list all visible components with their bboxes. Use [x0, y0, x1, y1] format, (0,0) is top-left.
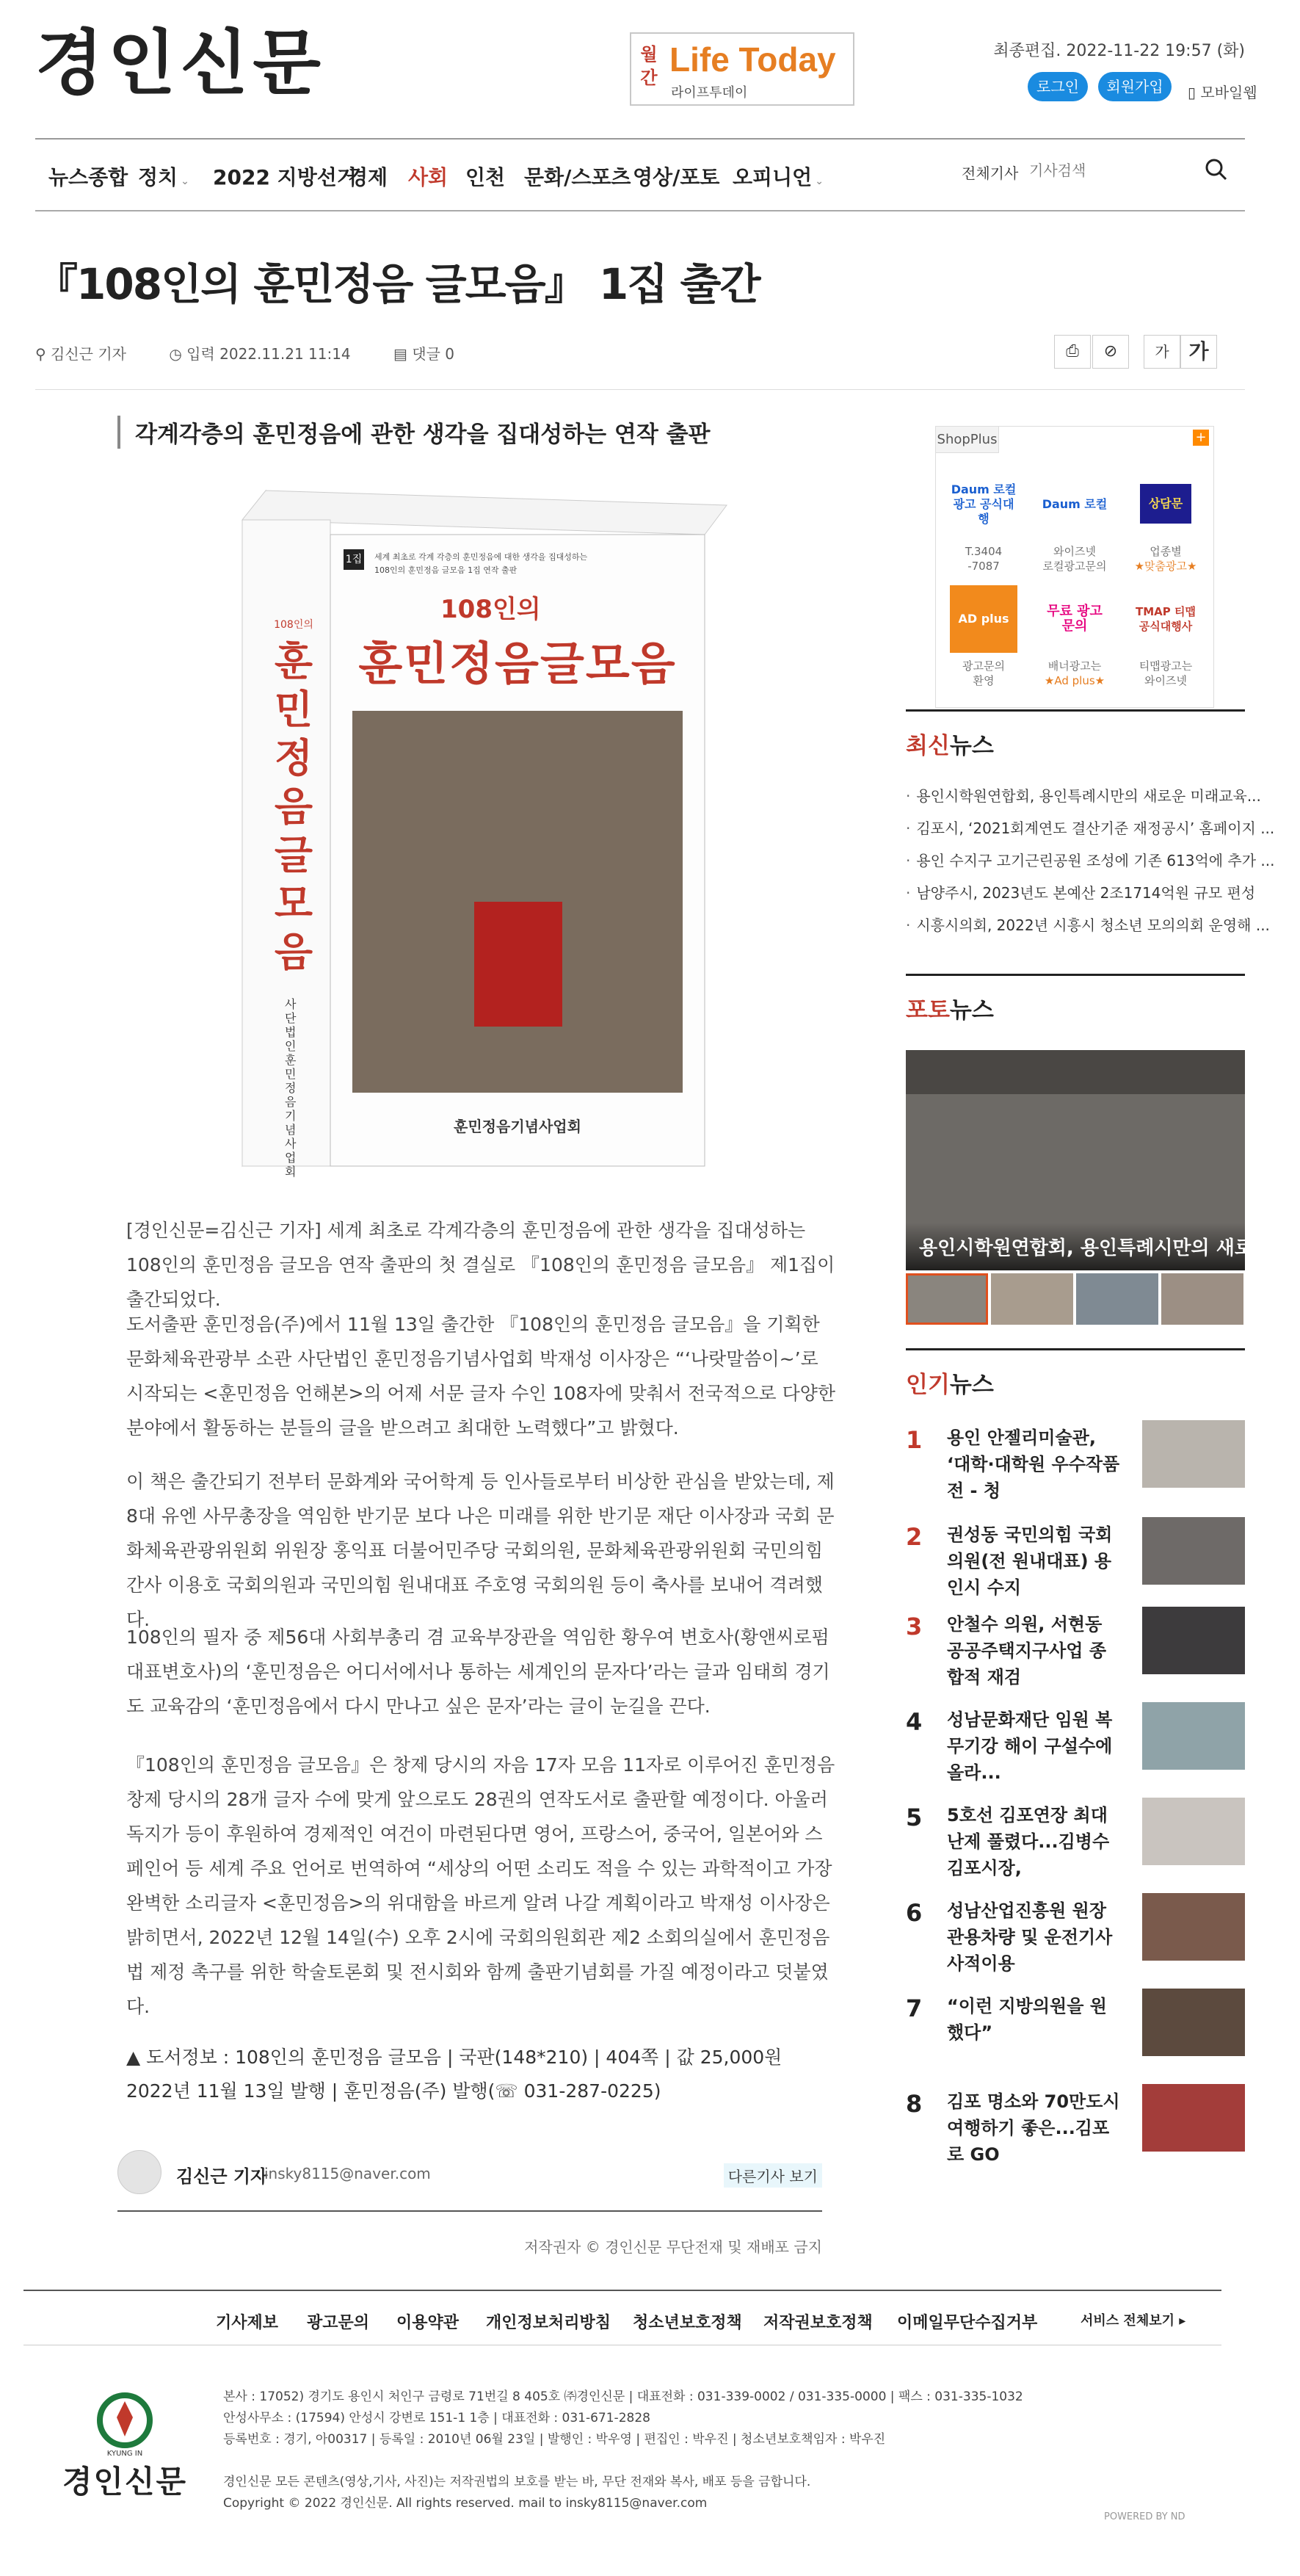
last-edited-date: 최종편집. 2022-11-22 19:57 (화) — [993, 42, 1245, 60]
chevron-down-icon: ⌄ — [181, 176, 189, 187]
shopplus-line: 티맵광고는 — [1139, 659, 1193, 673]
search-scope[interactable]: 전체기사 — [962, 164, 1019, 182]
photo-news-main[interactable] — [906, 1050, 1300, 1270]
more-articles-link[interactable]: 다른기사 보기 — [724, 2163, 822, 2188]
footer-info-spacer — [223, 2450, 1221, 2472]
footer-info-line: 안성사무소 : (17594) 안성시 강변로 151-1 1층 | 대표전화 : 031-671-2828 — [223, 2411, 650, 2425]
book-edition: 1집 — [344, 549, 364, 570]
article-author: ⚲ 김신근 기자 — [35, 345, 126, 363]
nav-item-society[interactable]: 사회 — [408, 165, 449, 189]
shopplus-line: -7087 — [967, 560, 1000, 573]
shopplus-line: 와이즈넷 — [1053, 545, 1096, 558]
book-info-line: 2022년 11월 13일 발행 | 훈민정음(주) 발행(☏ 031-287-0225) — [126, 2080, 661, 2102]
shopplus-line: 배너광고는 — [1047, 659, 1102, 673]
header-divider — [35, 138, 1245, 140]
photo-thumbnail[interactable] — [991, 1273, 1073, 1325]
link-icon: ⊘ — [1103, 342, 1118, 361]
popular-thumbnail — [1142, 1420, 1245, 1488]
footer-link-privacy[interactable]: 개인정보처리방침 — [486, 2314, 611, 2332]
footer-logo-small: KYUNG IN — [106, 2450, 143, 2458]
article-subheadline: 각계각층의 훈민정음에 관한 생각을 집대성하는 연작 출판 — [117, 416, 710, 449]
search-icon[interactable] — [1204, 157, 1229, 182]
login-button[interactable]: 로그인 — [1028, 72, 1088, 101]
nav-item-news[interactable]: 뉴스종합 — [48, 165, 128, 189]
ad-banner-month: 월간 — [640, 44, 658, 88]
popular-news-item[interactable] — [906, 1517, 1245, 1604]
book-main-title: 훈민정음글모음 — [358, 637, 677, 690]
popular-headline: 성남문화재단 임원 복무기강 해이 구설수에 올라... — [947, 1710, 1113, 1783]
nav-item-video[interactable]: 영상/포토 — [633, 165, 720, 189]
join-button[interactable]: 회원가입 — [1098, 72, 1172, 101]
popular-news-item[interactable] — [906, 1798, 1245, 1884]
nav-item-politics-label: 정치 — [138, 165, 178, 189]
nav-item-economy[interactable]: 경제 — [348, 165, 388, 189]
photo-news-title — [906, 991, 994, 1024]
popular-headline: 성남산업진흥원 원장 관용차량 및 운전기사 사적이용 — [947, 1900, 1113, 1974]
popular-rank: 7 — [906, 1994, 923, 2022]
popular-rank: 1 — [906, 1426, 923, 1454]
book-count-title: 108인의 — [440, 595, 541, 624]
site-logo[interactable]: 경인신문 — [35, 22, 325, 104]
photo-news-caption: 용인시학원연합회, 용인특례시만의 새로운 ... — [906, 1223, 1245, 1270]
plus-icon[interactable]: + — [1193, 430, 1209, 446]
latest-news-item[interactable]: · 용인시학원연합회, 용인특례시만의 새로운 미래교육... — [906, 784, 1245, 806]
nav-divider — [35, 210, 1245, 211]
article-comments[interactable]: ▤ 댓글 0 — [393, 345, 455, 363]
popular-rank: 3 — [906, 1613, 923, 1640]
popular-news-item[interactable] — [906, 1893, 1245, 1980]
shopplus-line: 와이즈넷 — [1144, 674, 1187, 687]
shopplus-item[interactable] — [1125, 585, 1206, 688]
footer-link-copyright[interactable]: 저작권보호정책 — [763, 2314, 873, 2332]
popular-news-item[interactable] — [906, 1989, 1245, 2075]
print-icon: ⎙ — [1066, 342, 1079, 361]
popular-rank: 2 — [906, 1523, 923, 1551]
shopplus-line: ★맞춤광고★ — [1134, 560, 1197, 573]
photo-backdrop — [906, 1050, 1245, 1094]
article-paragraph: 108인의 필자 중 제56대 사회부총리 겸 교육부장관을 역임한 황우여 변호사(황앤씨로펌 대표변호사)의 ‘훈민정음은 어디서에서나 통하는 세계인의 문자다’라는 글과 임태희 경기도 교육감의 ‘훈민정음에서 다시 만나고 싶은 문자’라는 글이 눈길을 끈다. — [126, 1627, 830, 1717]
popular-headline: 권성동 국민의힘 국회의원(전 원내대표) 용인시 수지 — [947, 1524, 1113, 1598]
footer-link-terms[interactable]: 이용약관 — [396, 2314, 460, 2332]
mobile-web-label: 모바일웹 — [1200, 84, 1257, 101]
popular-news-item[interactable] — [906, 1420, 1245, 1507]
powered-by: POWERED BY ND — [1104, 2511, 1185, 2522]
article-comments-count: 댓글 0 — [412, 345, 455, 363]
popular-rank: 8 — [906, 2090, 923, 2118]
shopplus-logo: 무료 광고 문의 — [1047, 604, 1103, 634]
book-top-text-2: 108인의 훈민정음 글모음 1집 연작 출판 — [374, 565, 518, 575]
shopplus-line: 광고문의 — [962, 659, 1005, 673]
footer-logo[interactable] — [51, 2388, 198, 2502]
article-meta — [35, 342, 493, 363]
article-date: ◷ 입력 2022.11.21 11:14 — [169, 345, 351, 363]
nav-item-opinion[interactable] — [733, 162, 824, 191]
article-copyright: 저작권자 © 경인신문 무단전재 및 재배포 금지 — [524, 2238, 822, 2256]
popular-thumbnail — [1142, 1607, 1245, 1674]
popular-rank: 4 — [906, 1708, 923, 1736]
photo-news-title-rest: 뉴스 — [949, 997, 994, 1024]
search-input[interactable] — [1029, 157, 1176, 184]
popular-news-item[interactable] — [906, 2084, 1245, 2171]
nav-item-election[interactable]: 2022 지방선거 — [213, 165, 357, 189]
shopplus-logo: TMAP 티맵 공식대행사 — [1136, 605, 1196, 633]
nav-item-politics[interactable] — [138, 162, 189, 191]
shopplus-tab[interactable]: ShopPlus — [936, 427, 999, 453]
shopplus-line: 환영 — [973, 674, 995, 687]
article-author-name: 김신근 기자 — [51, 345, 126, 363]
article-paragraph: [경인신문=김신근 기자] 세계 최초로 각계각층의 훈민정음에 관한 생각을 집대성하는 108인의 훈민정음 글모음 연작 출판의 첫 결실로 『108인의 훈민정음 글모음』 제1집이 출간되었다. — [126, 1220, 835, 1310]
mobile-icon: ▯ — [1188, 84, 1196, 101]
article-head-divider — [35, 389, 1245, 390]
footer-info-line: 본사 : 17052) 경기도 용인시 처인구 금령로 71번길 8 405호 ㈜경인신문 | 대표전화 : 031-339-0002 / 031-335-0000 | 팩스 : 031-335-1032 — [223, 2389, 1023, 2404]
popular-thumbnail — [1142, 1702, 1245, 1770]
popular-headline: “이런 지방의원을 원했다” — [947, 1996, 1107, 2043]
photo-news-title-red: 포토 — [906, 997, 950, 1024]
photo-thumbnail[interactable] — [906, 1273, 988, 1325]
shopplus-item[interactable] — [943, 585, 1024, 688]
footer-info-line: 등록번호 : 경기, 아00317 | 등록일 : 2010년 06월 23일 | 발행인 : 박우영 | 편집인 : 박우진 | 청소년보호책임자 : 박우진 — [223, 2432, 886, 2447]
print-button[interactable] — [1054, 335, 1091, 369]
article-date-value: 입력 2022.11.21 11:14 — [186, 345, 351, 363]
avatar — [117, 2150, 161, 2194]
footer-link-youth[interactable]: 청소년보호정책 — [633, 2314, 742, 2332]
shopplus-logo: 상담문 — [1140, 484, 1191, 524]
book-top-text-1: 세계 최초로 각계 각층의 훈민정음에 대한 생각을 집대성하는 — [374, 552, 588, 562]
author-email[interactable]: insky8115@naver.com — [264, 2165, 431, 2182]
popular-news-title-rest: 뉴스 — [949, 1372, 994, 1398]
footer-info — [223, 2387, 1221, 2514]
footer-link-email[interactable]: 이메일무단수집거부 — [897, 2314, 1038, 2332]
footer-logo-text: 경인신문 — [62, 2464, 188, 2500]
photo-thumbnail[interactable] — [1076, 1273, 1158, 1325]
footer-link-all-services[interactable]: 서비스 전체보기 ▸ — [1081, 2313, 1186, 2329]
latest-news-item[interactable]: · 남양주시, 2023년도 본예산 2조1714억원 규모 편성 — [906, 881, 1245, 902]
book-spine-publisher: 사단법인 훈민정음기념사업회 — [285, 997, 297, 1179]
shopplus-item[interactable] — [1125, 471, 1206, 574]
shopplus-line: 로컬광고문의 — [1042, 560, 1107, 573]
shopplus-logo: Daum 로컬 — [1042, 497, 1108, 511]
ad-banner-title: Life Today — [669, 40, 836, 79]
popular-rank: 5 — [906, 1803, 923, 1831]
popular-news-title — [906, 1366, 994, 1399]
popular-news-title-red: 인기 — [906, 1372, 950, 1398]
shopplus-line: ★Ad plus★ — [1044, 674, 1105, 687]
popular-thumbnail — [1142, 1893, 1245, 1961]
popular-thumbnail — [1142, 1989, 1245, 2056]
shopplus-item[interactable] — [1034, 585, 1115, 688]
popular-headline: 용인 안젤리미술관, ‘대학·대학원 우수작품전 - 청 — [947, 1428, 1120, 1501]
footer-links — [23, 2290, 1221, 2345]
photo-news-divider — [906, 974, 1245, 976]
popular-headline: 김포 명소와 70만도시 여행하기 좋은...김포로 GO — [947, 2091, 1120, 2165]
shopplus-item[interactable] — [1034, 471, 1115, 574]
mobile-web-link[interactable] — [1188, 81, 1257, 102]
shopplus-item[interactable] — [943, 471, 1024, 574]
shopplus-line: 업종별 — [1150, 545, 1182, 558]
popular-headline: 안철수 의원, 서현동 공공주택지구사업 종합적 재검 — [947, 1614, 1107, 1687]
photo-thumbnail[interactable] — [1161, 1273, 1243, 1325]
font-smaller-button[interactable]: 가 — [1144, 335, 1180, 369]
footer-link-tip[interactable]: 기사제보 — [216, 2314, 279, 2332]
shopplus-line: T.3404 — [965, 545, 1003, 558]
copy-link-button[interactable] — [1092, 335, 1129, 369]
latest-news-title — [906, 727, 994, 760]
popular-news-item[interactable] — [906, 1607, 1245, 1693]
article-paragraph: 이 책은 출간되기 전부터 문화계와 국어학계 등 인사들로부터 비상한 관심을 받았는데, 제8대 유엔 사무총장을 역임한 반기문 보다 나은 미래를 위한 반기문 재단 이사장과 국회 문화체육관광위원회 위원장 홍익표 더불어민주당 국회의원, 문화체육관광위원회 국민의힘 간사 이용호 국회의원과 국민의힘 원내대표 주호영 국회의원 등이 축사를 보내어 격려했다. — [126, 1471, 835, 1630]
author-box — [117, 2150, 822, 2212]
book-cover-image — [242, 491, 727, 1179]
nav-item-opinion-label: 오피니언 — [733, 165, 813, 189]
article-paragraph: 도서출판 훈민정음(주)에서 11월 13일 출간한 『108인의 훈민정음 글모음』을 기획한 문화체육관광부 소관 사단법인 훈민정음기념사업회 박재성 이사장은 “‘나랏말씀이~’로 시작되는 <훈민정음 언해본>의 어제 서문 글자 수인 108자에 맞춰서 전국적으로 다양한 분야에서 활동하는 분들의 글을 받으려고 최대한 노력했다”고 밝혔다. — [126, 1314, 836, 1439]
footer-link-ad[interactable]: 광고문의 — [307, 2314, 370, 2332]
popular-headline: 5호선 김포연장 최대 난제 풀렸다...김병수 김포시장, — [947, 1805, 1110, 1878]
popular-thumbnail — [1142, 1798, 1245, 1865]
book-spine-small: 108인의 — [274, 619, 313, 631]
shopplus-box — [935, 426, 1214, 708]
latest-news-item[interactable]: · 김포시, ‘2021회계연도 결산기준 재정공시’ 홈페이지 ... — [906, 817, 1245, 838]
latest-news-item[interactable]: · 시흥시의회, 2022년 시흥시 청소년 모의의회 운영해 ... — [906, 913, 1245, 935]
photo-thumbnails — [906, 1273, 1245, 1325]
ad-banner-life-today[interactable] — [630, 32, 854, 106]
font-larger-button[interactable]: 가 — [1180, 335, 1217, 369]
book-publisher: 훈민정음기념사업회 — [454, 1118, 581, 1135]
footer-info-line: Copyright © 2022 경인신문. All rights reserved. mail to insky8115@naver.com — [223, 2496, 708, 2511]
article-paragraph: 『108인의 훈민정음 글모음』은 창제 당시의 자음 17자 모음 11자로 이루어진 훈민정음 창제 당시의 28개 글자 수에 맞게 앞으로도 28권의 연작도서로 출판할 예정이다. 아울러 독지가 등이 후원하여 경제적인 여건이 마련된다면 영어, 프랑스어, 중국어, 일본어와 스페인어 등 세계 주요 언어로 번역하여 “세상의 어떤 소리도 적을 수 있는 과학적이고 가장 완벽한 소리글자 <훈민정음>의 위대함을 바르게 알려 나갈 계획이라고 박재성 이사장은 밝히면서, 2022년 12월 14일(수) 오후 2시에 국회의원회관 제2 소회의실에서 훈민정음 법 제정 촉구를 위한 학술토론회 및 전시회와 함께 출판기념회를 가질 예정이라고 덧붙였다. — [126, 1754, 835, 2017]
nav-item-culture[interactable]: 문화/스포츠 — [524, 165, 631, 189]
latest-news-title-red: 최신 — [906, 733, 950, 759]
shopplus-logo: Daum 로컬광고 공식대행 — [951, 482, 1017, 526]
popular-news-item[interactable] — [906, 1702, 1245, 1789]
latest-news-title-rest: 뉴스 — [949, 733, 994, 759]
popular-thumbnail — [1142, 1517, 1245, 1585]
book-info-line: ▲ 도서정보 : 108인의 훈민정음 글모음 | 국판(148*210) | 404쪽 | 값 25,000원 — [126, 2047, 782, 2068]
chevron-down-icon: ⌄ — [815, 176, 824, 187]
author-name: 김신근 기자 — [176, 2166, 268, 2187]
nav-item-incheon[interactable]: 인천 — [465, 165, 506, 189]
book-spine-title: 훈민정음글모음 — [274, 638, 313, 975]
latest-news-divider — [906, 709, 1245, 712]
ad-banner-subtitle: 라이프투데이 — [671, 85, 748, 101]
popular-thumbnail — [1142, 2084, 1245, 2152]
shopplus-logo: AD plus — [950, 585, 1017, 653]
popular-news-divider — [906, 1348, 1245, 1350]
footer-emblem-icon — [92, 2388, 158, 2450]
footer-info-line: 경인신문 모든 콘텐츠(영상,기사, 사진)는 저작권법의 보호를 받는 바, 무단 전재와 복사, 배포 등을 금합니다. — [223, 2475, 811, 2489]
popular-rank: 6 — [906, 1899, 923, 1927]
article-title: 『108인의 훈민정음 글모음』 1집 출간 — [35, 259, 760, 309]
latest-news-item[interactable]: · 용인 수지구 고기근린공원 조성에 기존 613억에 추가 ... — [906, 849, 1245, 870]
